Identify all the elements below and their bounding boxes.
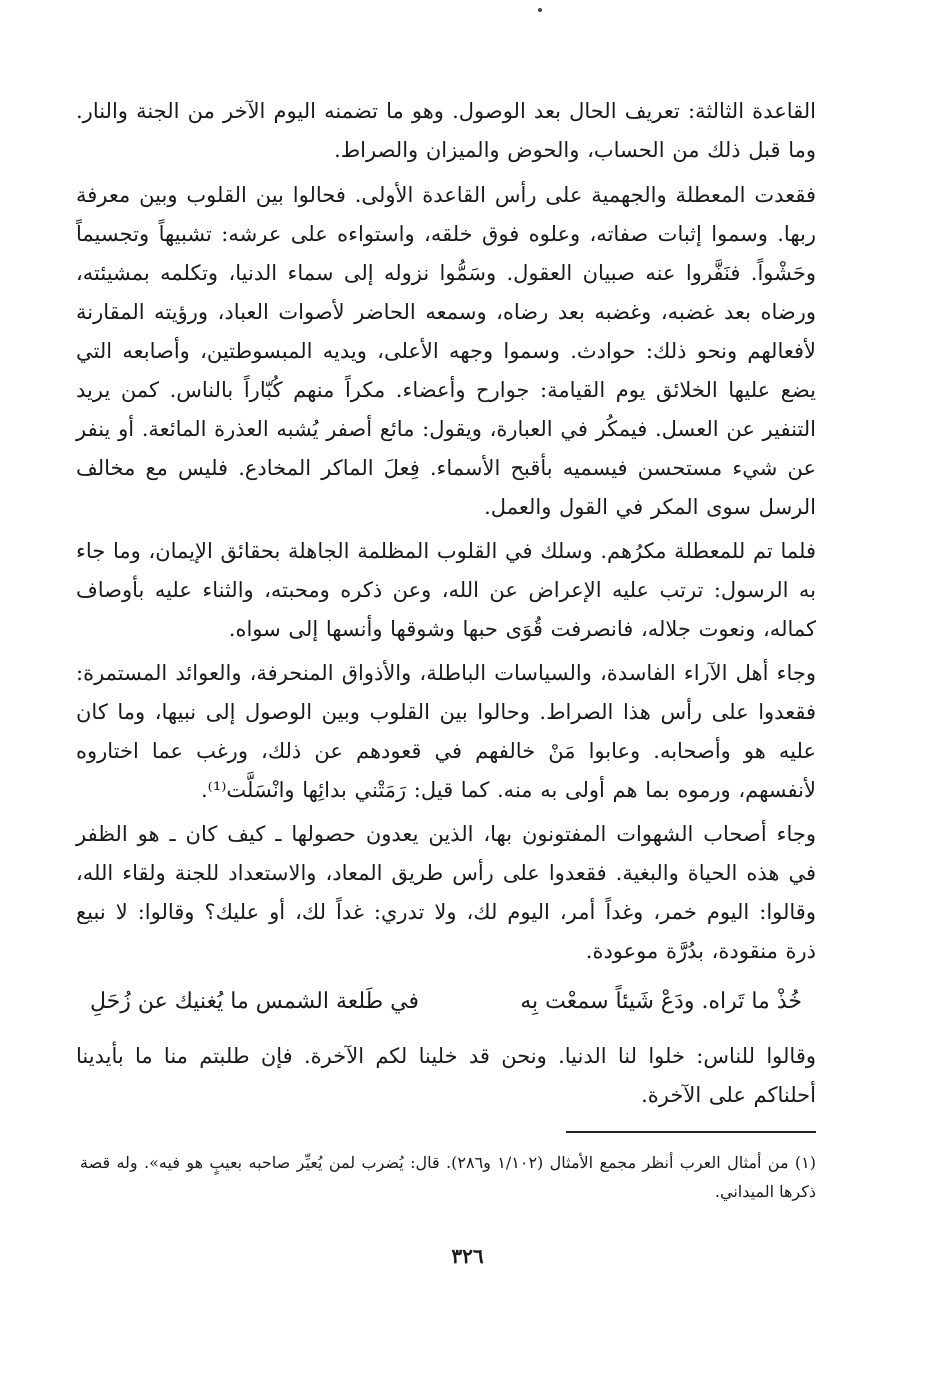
paragraph-people-said: وقالوا للناس: خلوا لنا الدنيا. ونحن قد خلينا لكم الآخرة. فإن طلبتم منا ما بأيدينا أحلناكم على الآخرة. bbox=[76, 1044, 816, 1107]
paragraph-desire-people: وجاء أصحاب الشهوات المفتونون بها، الذين يعدون حصولها ـ كيف كان ـ هو الظفر في هذه الحياة والبغية. فقعدوا على رأس طريق المعاد، والاستعداد للجنة ولقاء الله، وقالوا: اليوم خمر، وغداً أمر، اليوم لك، ولا تدري: غداً لك، أو عليك؟ وقالوا: لا نبيع ذرة منقودة، بدُرَّة موعودة. bbox=[76, 822, 816, 963]
paragraph-result: فلما تم للمعطلة مكرُهم. وسلك في القلوب المظلمة الجاهلة بحقائق الإيمان، وما جاء به الرسول: ترتب عليه الإعراض عن الله، وعن ذكره ومحبته، والثناء عليه بأوصاف كماله، ونعوت جلاله، فانصرفت قُوَى حبها وشوقها وأنسها إلى سواه. bbox=[76, 539, 816, 641]
page-number: ٣٢٦ bbox=[451, 1244, 484, 1268]
paragraph-third-rule: القاعدة الثالثة: تعريف الحال بعد الوصول. وهو ما تضمنه اليوم الآخر من الجنة والنار. وما قبل ذلك من الحساب، والحوض والميزان والصراط. bbox=[76, 99, 816, 162]
paragraph-muattila: فقعدت المعطلة والجهمية على رأس القاعدة الأولى. فحالوا بين القلوب وبين معرفة ربها. وسموا إثبات صفاته، وعلوه فوق خلقه، واستواءه على عرشه: تشبيهاً وتجسيماً وحَشْواً. فنَفَّروا عنه صبيان العقول. وسَمُّوا نزوله إلى سماء الدنيا، وتكلمه بمشيئته، ورضاه بعد غضبه، وغضبه بعد رضاه، وسمعه الحاضر لأصوات العباد، ورؤيته المقارنة لأفعالهم ونحو ذلك: حوادث. وسموا وجهه الأعلى، ويديه المبسوطتين، وأصابعه التي يضع عليها الخلائق يوم القيامة: جوارح وأعضاء. مكراً منهم كُبّاراً بالناس. كمن يريد التنفير عن العسل. فيمكُر في العبارة، ويقول: مائع أصفر يُشبه العذرة المائعة. أو ينفر عن شيء مستحسن فيسميه بأقبح الأسماء. فِعلَ الماكر المخادع. فليس مع مخالف الرسل سوى المكر في القول والعمل. bbox=[76, 183, 816, 519]
page-mark bbox=[538, 8, 542, 12]
verse-second-hemistich: في طَلعة الشمس ما يُغنيك عن زُحَلِ bbox=[90, 989, 420, 1014]
poetry-verse bbox=[90, 982, 802, 1022]
verse-first-hemistich: خُذْ ما تَراه. ودَعْ شَيئاً سمعْت بِه bbox=[520, 989, 802, 1014]
footnote: (١) من أمثال العرب أنظر مجمع الأمثال (١/١٠٢ و٢٨٦). قال: يُضرب لمن يُعيِّر صاحبه بعيبٍ هو فيه». وله قصة ذكرها الميداني. bbox=[80, 1153, 817, 1201]
footnote-divider bbox=[566, 1131, 816, 1133]
paragraph-opinion-people: وجاء أهل الآراء الفاسدة، والسياسات الباطلة، والأذواق المنحرفة، والعوائد المستمرة: فقعدوا على رأس هذا الصراط. وحالوا بين القلوب وبين الوصول إلى نبيها، وما كان عليه هو وأصحابه. وعابوا مَنْ خالفهم في قعودهم عن ذلك، ورغب عما اختاروه لأنفسهم، ورموه بما هم أولى به منه. كما قيل: رَمَتْني بدائِها وانْسَلَّت⁽¹⁾. bbox=[76, 661, 816, 802]
